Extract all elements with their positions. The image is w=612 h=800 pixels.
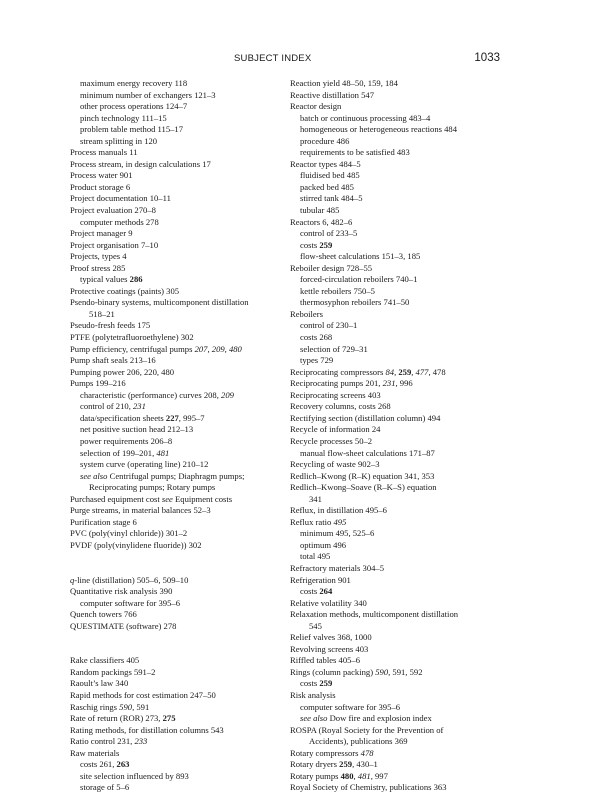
entry-text: net positive suction head 212–13 [80, 424, 194, 435]
entry-text: Protective coatings (paints) 305 [70, 285, 180, 296]
entry-text: , 591, 592 [388, 666, 423, 677]
entry-text: Pump shaft seals 213–16 [70, 355, 156, 366]
index-entry [290, 471, 540, 483]
index-entry [290, 690, 540, 702]
index-entry [290, 436, 540, 448]
index-entry [70, 170, 310, 182]
index-entry [70, 517, 310, 529]
index-entry [290, 459, 540, 471]
entry-text: Process manuals 11 [70, 147, 138, 158]
index-subentry [290, 193, 540, 205]
entry-text: Relaxation methods, multicomponent distillation [290, 609, 459, 620]
index-entry [70, 355, 310, 367]
entry-text: Royal Society of Chemistry, publications 363 [290, 782, 447, 793]
index-entry [70, 251, 310, 263]
index-continuation [70, 309, 310, 321]
index-entry [70, 286, 310, 298]
index-entry [70, 193, 310, 205]
index-entry [70, 182, 310, 194]
page-ref-bold: 259 [339, 759, 353, 770]
index-entry [290, 90, 540, 102]
index-entry [70, 725, 310, 737]
index-entry [70, 748, 310, 760]
entry-text: Rating methods, for distillation columns 543 [70, 724, 224, 735]
entry-text: types 729 [300, 355, 334, 366]
entry-text: minimum 495, 525–6 [300, 528, 375, 539]
entry-text: Risk analysis [290, 689, 336, 700]
index-entry [290, 309, 540, 321]
entry-text: Rings (column packing) [290, 666, 376, 677]
index-entry [70, 678, 310, 690]
page-ref-bold: 259 [319, 239, 333, 250]
index-entry [70, 332, 310, 344]
entry-text: 341 [309, 493, 322, 504]
index-subentry [290, 355, 540, 367]
entry-text: , [224, 343, 229, 354]
index-subentry [70, 217, 310, 229]
index-continuation [290, 736, 540, 748]
entry-text: typical values [80, 274, 130, 285]
entry-text: computer methods 278 [80, 216, 159, 227]
index-subentry [70, 90, 310, 102]
index-subentry [70, 390, 310, 402]
entry-text: Purge streams, in material balances 52–3 [70, 505, 211, 516]
index-subentry [290, 702, 540, 714]
entry-text: problem table method 115–17 [80, 124, 184, 135]
page-ref-italic: 478 [360, 747, 374, 758]
entry-text: Rotary dryers [290, 759, 340, 770]
entry-text: 545 [309, 620, 322, 631]
index-entry [70, 505, 310, 517]
entry-text: Project evaluation 270–8 [70, 205, 156, 216]
entry-text: Project manager 9 [70, 228, 133, 239]
page-ref-italic: 207 [194, 343, 208, 354]
page-ref-italic: see also [300, 713, 328, 724]
index-entry [290, 517, 540, 529]
entry-text: Pseudo-fresh feeds 175 [70, 320, 151, 331]
index-entry [70, 586, 310, 598]
index-entry [70, 297, 310, 309]
index-entry [290, 413, 540, 425]
entry-text: tubular 485 [300, 205, 340, 216]
entry-text: Raschig rings [70, 701, 120, 712]
index-subentry [70, 436, 310, 448]
index-subentry [290, 251, 540, 263]
entry-text: Dow fire and explosion index [327, 713, 432, 724]
index-entry [290, 782, 540, 794]
entry-text: Projects, types 4 [70, 251, 127, 262]
entry-text: , 478 [428, 366, 446, 377]
section-gap [70, 632, 310, 655]
index-entry [290, 78, 540, 90]
entry-text: Centrifugal pumps; Diaphragm pumps; [107, 470, 245, 481]
entry-text: -line (distillation) 505–6, 509–10 [74, 574, 189, 585]
entry-text: system curve (operating line) 210–12 [80, 459, 209, 470]
index-entry [290, 632, 540, 644]
entry-text: stirred tank 484–5 [300, 193, 363, 204]
index-entry [290, 217, 540, 229]
index-entry [70, 655, 310, 667]
entry-text: Recovery columns, costs 268 [290, 401, 391, 412]
entry-text: Pumping power 206, 220, 480 [70, 366, 175, 377]
entry-text: manual flow-sheet calculations 171–87 [300, 447, 435, 458]
index-entry [290, 263, 540, 275]
entry-text: site selection influenced by 893 [80, 770, 189, 781]
entry-text: PVC (poly(vinyl chloride)) 301–2 [70, 528, 188, 539]
entry-text: , 430–1 [352, 759, 378, 770]
index-entry [290, 563, 540, 575]
entry-text: PTFE (polytetrafluoroethylene) 302 [70, 332, 194, 343]
entry-text: costs [300, 678, 320, 689]
page-ref-bold: 286 [129, 274, 143, 285]
entry-text: Reactor types 484–5 [290, 158, 361, 169]
index-entry [290, 725, 540, 737]
entry-text: Riffled tables 405–6 [290, 655, 361, 666]
index-subentry [290, 228, 540, 240]
index-continuation [70, 482, 310, 494]
page-ref-italic: 481 [156, 447, 170, 458]
entry-text: Reactor design [290, 101, 342, 112]
index-subentry [70, 413, 310, 425]
entry-text: control of 210, [80, 401, 133, 412]
entry-text: procedure 486 [300, 135, 350, 146]
entry-text: selection of 199–201, [80, 447, 157, 458]
index-subentry [70, 459, 310, 471]
page-ref-italic: 209 [211, 343, 225, 354]
index-subentry [70, 136, 310, 148]
page-ref-italic: 477 [415, 366, 429, 377]
entry-text: Revolving screens 403 [290, 643, 369, 654]
page-number: 1033 [474, 52, 500, 64]
index-entry [70, 528, 310, 540]
index-subentry [290, 297, 540, 309]
index-subentry [70, 124, 310, 136]
page-ref-italic: 590 [119, 701, 133, 712]
entry-text: stream splitting in 120 [80, 135, 158, 146]
entry-text: Reciprocating screens 403 [290, 389, 381, 400]
entry-text: Raw materials [70, 747, 120, 758]
index-subentry [290, 113, 540, 125]
page-ref-bold: 480 [340, 770, 354, 781]
index-continuation [290, 494, 540, 506]
index-subentry [290, 528, 540, 540]
index-continuation [290, 621, 540, 633]
entry-text: Reboiler design 728–55 [290, 262, 373, 273]
entry-text: Recycle processes 50–2 [290, 435, 373, 446]
index-entry [290, 367, 540, 379]
index-entry [290, 759, 540, 771]
entry-text: minimum number of exchangers 121–3 [80, 89, 216, 100]
index-entry [70, 320, 310, 332]
entry-text: computer software for 395–6 [300, 701, 400, 712]
entry-text: 518–21 [89, 308, 115, 319]
page-header [0, 53, 612, 69]
entry-text: costs 261, [80, 759, 117, 770]
index-subentry [70, 771, 310, 783]
index-entry [70, 228, 310, 240]
entry-text: homogeneous or heterogeneous reactions 484 [300, 124, 458, 135]
index-subentry [290, 586, 540, 598]
page-ref-bold: 227 [165, 412, 179, 423]
entry-text: flow-sheet calculations 151–3, 185 [300, 251, 421, 262]
index-subentry [290, 286, 540, 298]
index-subentry [70, 448, 310, 460]
index-entry [290, 644, 540, 656]
page-ref-italic: 209 [221, 389, 234, 400]
index-entry [290, 159, 540, 171]
index-subentry [290, 332, 540, 344]
index-column-left [70, 78, 310, 794]
index-subentry [290, 182, 540, 194]
entry-text: characteristic (performance) curves 208, [80, 389, 222, 400]
index-subentry [290, 540, 540, 552]
entry-text: , [394, 366, 399, 377]
index-entry [70, 702, 310, 714]
entry-text: , 995–7 [178, 412, 205, 423]
entry-text: selection of 729–31 [300, 343, 368, 354]
index-entry [290, 378, 540, 390]
entry-text: packed bed 485 [300, 181, 354, 192]
entry-text: Rake classifiers 405 [70, 655, 140, 666]
index-subentry [70, 78, 310, 90]
page-ref-italic: 481 [357, 770, 371, 781]
entry-text: thermosyphon reboilers 741–50 [300, 297, 410, 308]
entry-text: Reaction yield 48–50, 159, 184 [290, 78, 398, 88]
index-entry [290, 655, 540, 667]
entry-text: Reactors 6, 482–6 [290, 216, 353, 227]
running-title: SUBJECT INDEX [234, 53, 312, 64]
entry-text: control of 230–1 [300, 320, 358, 331]
index-entry [290, 609, 540, 621]
entry-text: Quantitative risk analysis 390 [70, 586, 173, 597]
entry-text: Psendo-binary systems, multicomponent distillation [70, 297, 249, 308]
entry-text: requirements to be satisfied 483 [300, 147, 410, 158]
index-subentry [290, 344, 540, 356]
index-subentry [290, 320, 540, 332]
index-subentry [70, 471, 310, 483]
entry-text: PVDF (poly(vinylidene fluoride)) 302 [70, 539, 202, 550]
entry-text: computer software for 395–6 [80, 597, 180, 608]
entry-text: Random packings 591–2 [70, 666, 156, 677]
index-entry [70, 621, 310, 633]
index-entry [70, 690, 310, 702]
index-entry [70, 378, 310, 390]
entry-text: QUESTIMATE (software) 278 [70, 620, 177, 631]
index-subentry [70, 101, 310, 113]
entry-text: kettle reboilers 750–5 [300, 285, 375, 296]
index-entry [290, 101, 540, 113]
index-subentry [290, 124, 540, 136]
index-entry [70, 205, 310, 217]
entry-text: Purchased equipment cost [70, 493, 162, 504]
entry-text: Reciprocating pumps 201, [290, 378, 383, 389]
entry-text: Refractory materials 304–5 [290, 562, 385, 573]
entry-text: costs [300, 586, 320, 597]
page-ref-bold: 259 [319, 678, 333, 689]
page-ref-bold: 259 [398, 366, 412, 377]
index-subentry [70, 424, 310, 436]
index-entry [70, 575, 310, 587]
index-subentry [70, 401, 310, 413]
index-entry [290, 482, 540, 494]
index-entry [70, 344, 310, 356]
page-ref-italic: see [161, 493, 173, 504]
page-ref-italic: 84 [385, 366, 395, 377]
page-ref-italic: see also [80, 470, 108, 481]
entry-text: Rate of return (ROR) 273, [70, 713, 163, 724]
entry-text: power requirements 206–8 [80, 435, 173, 446]
page-ref-italic: q [70, 574, 75, 585]
entry-text: optimum 496 [300, 539, 347, 550]
entry-text: pinch technology 111–15 [80, 112, 167, 123]
entry-text: Pumps 199–216 [70, 378, 126, 389]
entry-text: Reciprocating pumps; Rotary pumps [89, 482, 216, 493]
index-subentry [70, 113, 310, 125]
index-entry [70, 147, 310, 159]
entry-text: Equipment costs [172, 493, 233, 504]
entry-text: control of 233–5 [300, 228, 358, 239]
entry-text: Purification stage 6 [70, 516, 137, 527]
entry-text: costs 268 [300, 332, 333, 343]
index-subentry [70, 782, 310, 794]
entry-text: Project documentation 10–11 [70, 193, 171, 204]
index-entry [70, 494, 310, 506]
section-gap [70, 551, 310, 574]
index-entry [70, 713, 310, 725]
index-subentry [290, 678, 540, 690]
index-entry [70, 736, 310, 748]
index-entry [70, 263, 310, 275]
entry-text: batch or continuous processing 483–4 [300, 112, 431, 123]
entry-text: Rotary pumps [290, 770, 341, 781]
page-ref-bold: 264 [319, 586, 333, 597]
index-subentry [70, 759, 310, 771]
entry-text: Raoult’s law 340 [70, 678, 129, 689]
entry-text: forced-circulation reboilers 740–1 [300, 274, 418, 285]
entry-text: , 996 [395, 378, 413, 389]
entry-text: Proof stress 285 [70, 262, 126, 273]
entry-text: Refrigeration 901 [290, 574, 351, 585]
index-subentry [290, 448, 540, 460]
entry-text: costs [300, 239, 320, 250]
entry-text: Ratio control 231, [70, 736, 135, 747]
index-entry [290, 575, 540, 587]
index-column-right [290, 78, 540, 794]
index-subentry [290, 205, 540, 217]
entry-text: Product storage 6 [70, 181, 131, 192]
entry-text: , [207, 343, 212, 354]
page-ref-italic: 233 [134, 736, 148, 747]
index-entry [70, 159, 310, 171]
index-entry [70, 240, 310, 252]
index-subentry [290, 136, 540, 148]
index-entry [290, 390, 540, 402]
index-entry [290, 424, 540, 436]
entry-text: Reactive distillation 547 [290, 89, 375, 100]
entry-text: storage of 5–6 [80, 782, 130, 793]
entry-text: Rapid methods for cost estimation 247–50 [70, 689, 216, 700]
entry-text: , 591 [132, 701, 150, 712]
entry-text: , [353, 770, 358, 781]
index-entry [70, 367, 310, 379]
entry-text: Rotary compressors [290, 747, 361, 758]
entry-text: Reflux, in distillation 495–6 [290, 505, 387, 516]
index-entry [290, 598, 540, 610]
page-ref-italic: 231 [133, 401, 146, 412]
index-subentry [290, 713, 540, 725]
index-entry [290, 748, 540, 760]
index-subentry [70, 598, 310, 610]
index-subentry [290, 240, 540, 252]
entry-text: Reciprocating compressors [290, 366, 386, 377]
page-ref-italic: 495 [333, 516, 347, 527]
entry-text: Reboilers [290, 308, 323, 319]
entry-text: fluidised bed 485 [300, 170, 360, 181]
page-ref-bold: 263 [116, 759, 130, 770]
index-entry [290, 667, 540, 679]
index-entry [290, 401, 540, 413]
entry-text: Redlich–Kwong (R–K) equation 341, 353 [290, 470, 435, 481]
entry-text: Recycling of waste 902–3 [290, 459, 380, 470]
index-entry [70, 540, 310, 552]
entry-text: Rectifying section (distillation column) 494 [290, 412, 441, 423]
entry-text: Process stream, in design calculations 17 [70, 158, 211, 169]
page-ref-italic: 231 [382, 378, 396, 389]
entry-text: Quench towers 766 [70, 609, 137, 620]
entry-text: ROSPA (Royal Society for the Prevention of [290, 724, 444, 735]
index-subentry [290, 274, 540, 286]
index-subentry [290, 147, 540, 159]
index-entry [70, 609, 310, 621]
entry-text: Redlich–Kwong–Soave (R–K–S) equation [290, 482, 437, 493]
entry-text: Relief valves 368, 1000 [290, 632, 372, 643]
page-ref-bold: 275 [162, 713, 176, 724]
entry-text: Accidents), publications 369 [309, 736, 408, 747]
entry-text: other process operations 124–7 [80, 101, 188, 112]
page-ref-italic: 480 [228, 343, 242, 354]
index-subentry [290, 551, 540, 563]
index-entry [290, 505, 540, 517]
entry-text: Recycle of information 24 [290, 424, 381, 435]
entry-text: Process water 901 [70, 170, 133, 181]
entry-text: Project organisation 7–10 [70, 239, 159, 250]
entry-text: , [411, 366, 416, 377]
entry-text: maximum energy recovery 118 [80, 78, 188, 88]
entry-text: Relative volatility 340 [290, 597, 367, 608]
entry-text: data/specification sheets [80, 412, 166, 423]
entry-text: Reflux ratio [290, 516, 334, 527]
entry-text: total 495 [300, 551, 331, 562]
entry-text: , 997 [370, 770, 388, 781]
index-entry [70, 667, 310, 679]
index-entry [290, 771, 540, 783]
page-ref-italic: 590 [375, 666, 389, 677]
index-subentry [70, 274, 310, 286]
entry-text: Pump efficiency, centrifugal pumps [70, 343, 195, 354]
index-subentry [290, 170, 540, 182]
